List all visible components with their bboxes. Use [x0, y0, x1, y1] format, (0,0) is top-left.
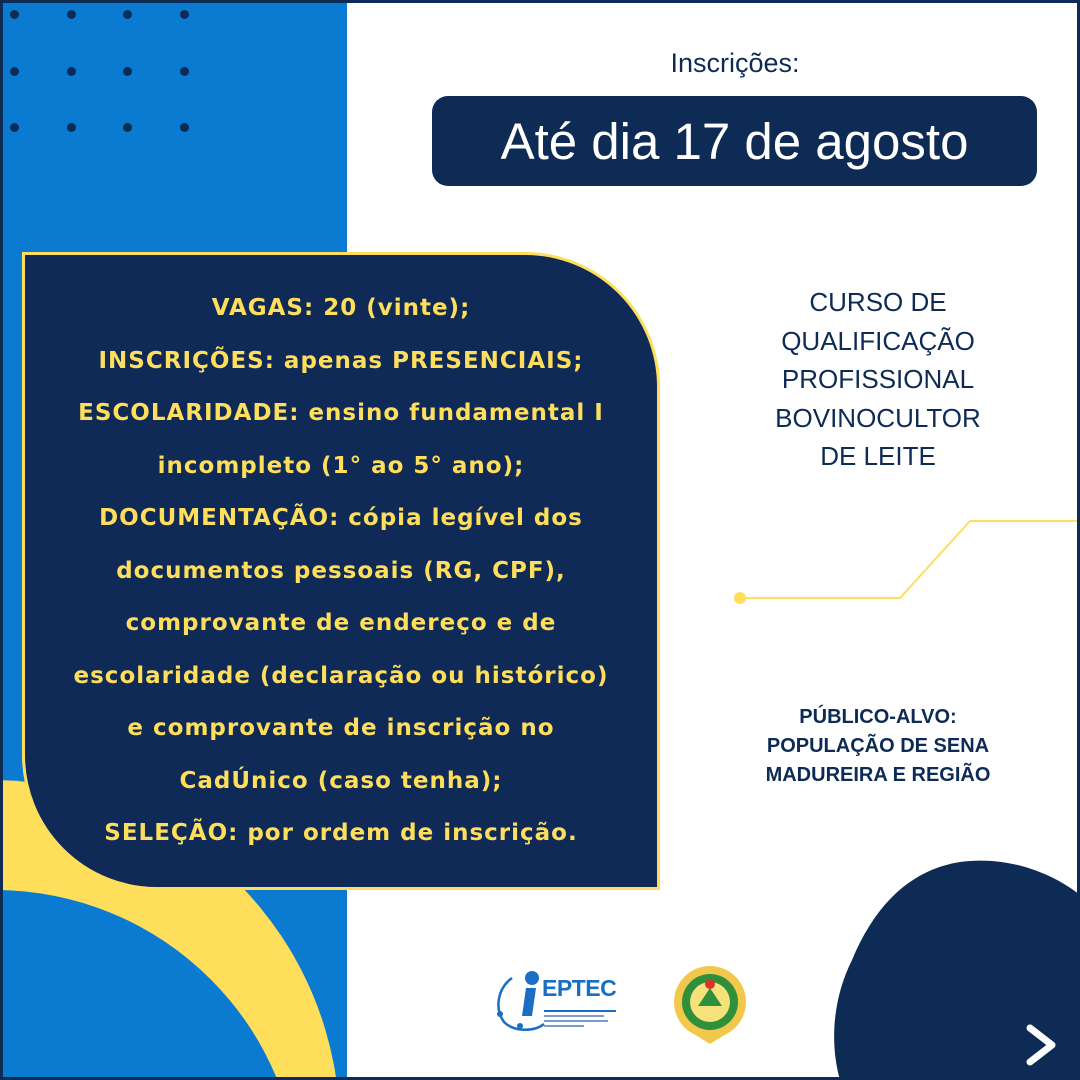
connector-line-decoration: [730, 510, 1080, 610]
requirement-line: SELEÇÃO: por ordem de inscrição.: [104, 820, 578, 847]
requirement-line: INSCRIÇÕES: apenas PRESENCIAIS;: [98, 347, 584, 374]
registration-label: Inscrições:: [670, 48, 800, 78]
audience-line: POPULAÇÃO DE SENA: [766, 735, 990, 757]
requirement-line: CadÚnico (caso tenha);: [179, 767, 503, 794]
requirement-line: comprovante de endereço e de: [125, 610, 557, 637]
requirement-line: DOCUMENTAÇÃO: cópia legível dos: [99, 505, 583, 532]
course-title-line: CURSO DE: [809, 287, 947, 317]
deadline-banner: [432, 96, 1037, 186]
requirements-list: [60, 282, 623, 860]
eptec-logo-text: EPTEC: [542, 975, 617, 1001]
state-crest-icon: [668, 962, 752, 1046]
requirements-card: [22, 252, 660, 890]
requirement-line: ESCOLARIDADE: ensino fundamental I: [78, 400, 604, 427]
deadline-text: Até dia 17 de agosto: [500, 112, 969, 170]
requirement-line: escolaridade (declaração ou histórico): [73, 662, 609, 689]
requirement-line: documentos pessoais (RG, CPF),: [116, 557, 566, 584]
course-title: [720, 283, 1036, 476]
audience-line: PÚBLICO-ALVO:: [799, 706, 957, 728]
chevron-right-icon[interactable]: [1018, 1020, 1064, 1070]
requirement-line: e comprovante de inscrição no: [127, 715, 555, 742]
course-title-line: BOVINOCULTOR: [775, 402, 981, 433]
requirement-line: incompleto (1° ao 5° ano);: [157, 452, 525, 479]
target-audience: [720, 703, 1036, 790]
dot-grid-decoration: [10, 10, 200, 140]
course-title-line: DE LEITE: [820, 441, 936, 471]
requirement-line: VAGAS: 20 (vinte);: [211, 295, 471, 322]
course-title-line: QUALIFICAÇÃO: [781, 325, 975, 356]
course-title-line: PROFISSIONAL: [781, 364, 975, 394]
audience-line: MADUREIRA E REGIÃO: [765, 764, 991, 786]
